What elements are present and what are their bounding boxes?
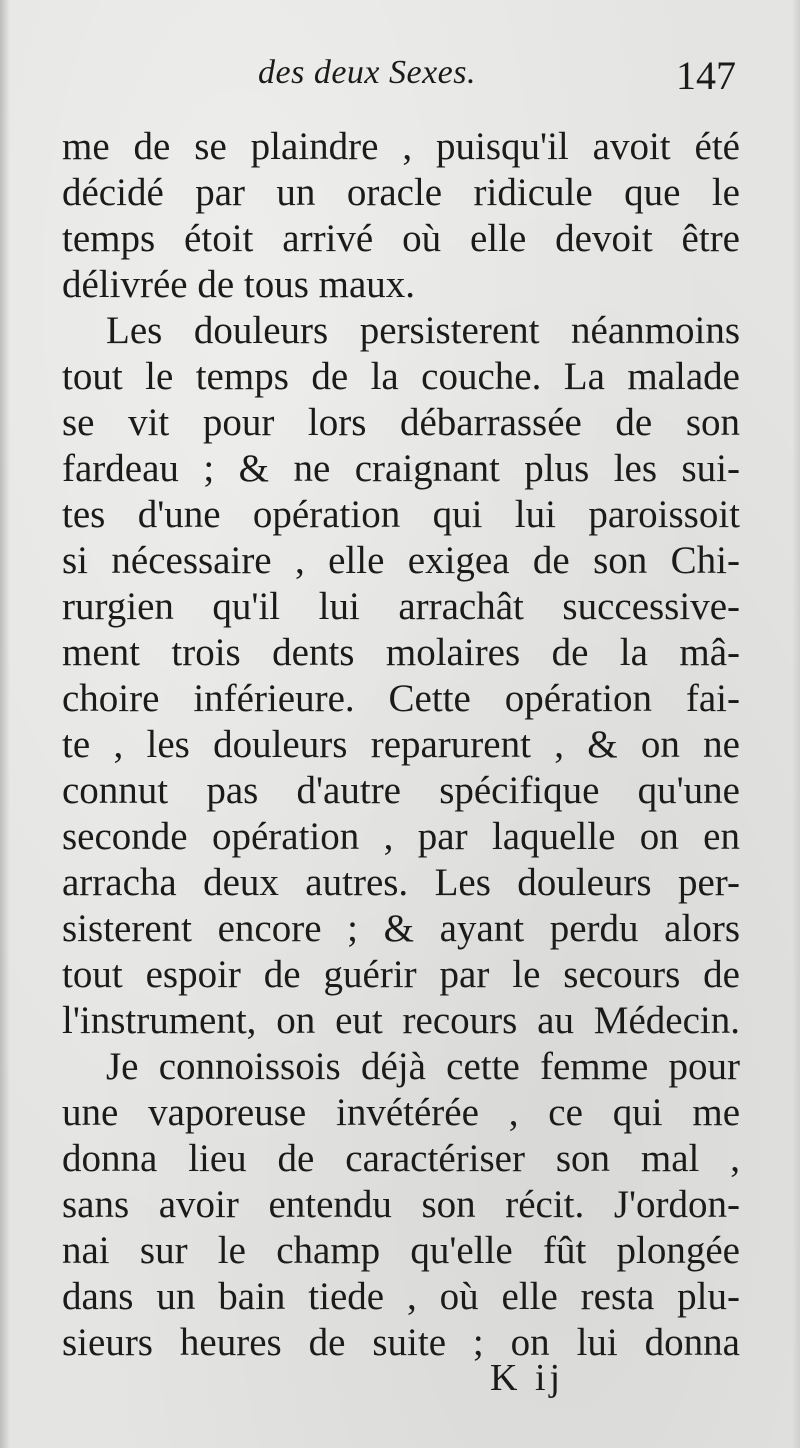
text-line: te , les douleurs reparurent , & on ne: [62, 723, 740, 766]
text-line: Les douleurs persisterent néanmoins: [106, 309, 740, 352]
signature-mark: K ij: [490, 1357, 565, 1399]
text-line: tout espoir de guérir par le secours de: [62, 953, 740, 996]
running-head: [60, 52, 742, 100]
text-line: rurgien qu'il lui arrachât successive-: [62, 585, 740, 628]
text-line: sisterent encore ; & ayant perdu alors: [62, 907, 740, 950]
text-line: tes d'une opération qui lui paroissoit: [62, 493, 740, 536]
text-line: se vit pour lors débarrassée de son: [62, 401, 740, 444]
text-line: sieurs heures de suite ; on lui donna: [62, 1321, 740, 1364]
text-line: choire inférieure. Cette opération fai-: [62, 677, 740, 720]
text-line: donna lieu de caractériser son mal ,: [62, 1137, 740, 1180]
text-line: fardeau ; & ne craignant plus les sui-: [62, 447, 740, 490]
text-line: arracha deux autres. Les douleurs per-: [62, 861, 740, 904]
text-line: décidé par un oracle ridicule que le: [62, 171, 740, 214]
text-line: délivrée de tous maux.: [62, 263, 416, 306]
text-line: me de se plaindre , puisqu'il avoit été: [62, 125, 740, 168]
text-line: Je connoissois déjà cette femme pour: [106, 1045, 740, 1088]
text-line: temps étoit arrivé où elle devoit être: [62, 217, 740, 260]
text-line: tout le temps de la couche. La malade: [62, 355, 740, 398]
text-line: l'instrument, on eut recours au Médecin.: [62, 999, 740, 1042]
page-edge-right: [792, 0, 800, 1448]
text-line: ment trois dents molaires de la mâ-: [62, 631, 740, 674]
text-line: sans avoir entendu son récit. J'ordon-: [62, 1183, 740, 1226]
text-line: si nécessaire , elle exigea de son Chi-: [62, 539, 740, 582]
text-line: seconde opération , par laquelle on en: [62, 815, 740, 858]
running-title: des deux Sexes.: [258, 54, 477, 91]
page-edge-left: [0, 0, 10, 1448]
text-line: dans un bain tiede , où elle resta plu-: [62, 1275, 740, 1318]
body-text: [62, 124, 740, 1366]
text-line: une vaporeuse invétérée , ce qui me: [62, 1091, 740, 1134]
text-line: connut pas d'autre spécifique qu'une: [62, 769, 740, 812]
page-number: 147: [676, 53, 736, 98]
text-line: nai sur le champ qu'elle fût plongée: [62, 1229, 740, 1272]
